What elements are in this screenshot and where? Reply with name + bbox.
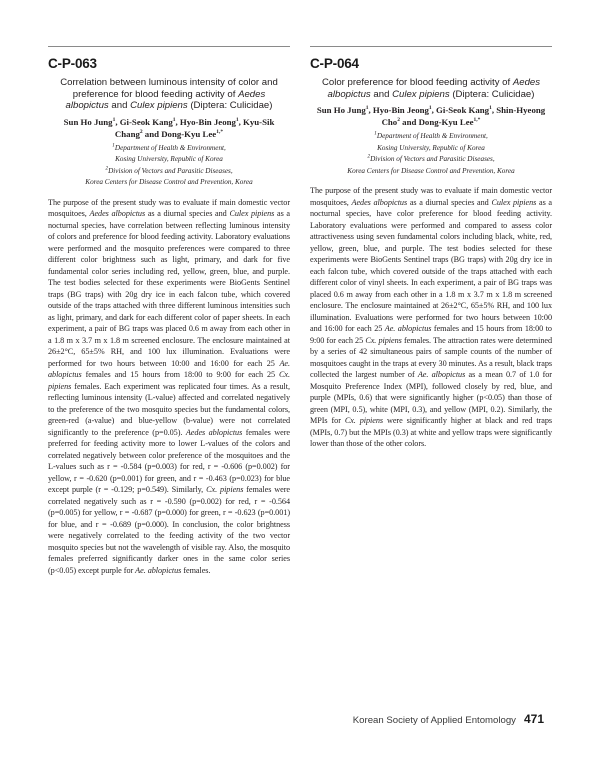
species-name: Culex pipiens (130, 100, 188, 112)
affiliation-list (48, 143, 290, 189)
author-name: Kyu-Sik Chang (114, 116, 275, 139)
affiliation-text: Korea Centers for Disease Control and Prevention, Korea (347, 166, 515, 175)
species-name: Aedes ablopictus (185, 427, 243, 437)
affiliation-marker: 2 (397, 117, 400, 124)
top-rule (48, 46, 290, 47)
affiliation-text: Department of Health & Environment, (376, 132, 488, 141)
affiliation-text: Korea Centers for Disease Control and Prevention, Korea (85, 178, 253, 187)
species-name: Culex pipiens (392, 88, 450, 100)
affiliation-line (310, 166, 552, 178)
author-name: Dong-Kyu Lee (161, 128, 217, 139)
affiliation-marker: 2 (139, 128, 143, 135)
species-name: Culex pipiens (491, 197, 537, 207)
text-run: females and 15 hours from 18:00 to 9:00 for each 25 (81, 370, 279, 380)
text-run: were significantly higher at black and red traps (MPIs, 0.7) but the MPIs (0.3) at white and yellow traps were significantly lower than those of the other colors. (310, 416, 553, 449)
affiliation-marker: 1 (112, 142, 115, 149)
species-name: Cx. pipiens (48, 370, 290, 391)
author-name: Hyo-Bin Jeong (372, 105, 429, 116)
abstract-title (310, 77, 552, 100)
affiliation-line (48, 154, 290, 166)
society-name: Korean Society of Applied Entomology (352, 715, 516, 726)
affiliation-marker: 1,* (473, 117, 481, 124)
species-name: Ae. ablopictus (135, 565, 182, 575)
species-name: Cx. pipiens (344, 416, 384, 426)
affiliation-text: Division of Vectors and Parasitic Diseases, (108, 166, 233, 175)
species-name: Aedes albopictus (351, 197, 408, 207)
species-name: Aedes albopictus (65, 88, 266, 112)
affiliation-list (310, 131, 552, 177)
abstract-column-left (48, 46, 290, 576)
text-run: The purpose of the present study was to evaluate if main domestic vector mosquitoes, (310, 186, 552, 207)
affiliation-line (48, 177, 290, 189)
affiliation-text: Kosing University, Republic of Korea (115, 155, 223, 164)
text-run: and (108, 100, 131, 112)
species-name: Ae. albopictus (417, 370, 466, 380)
abstract-body (48, 197, 290, 577)
text-run: (Diptera: Culicidae) (449, 88, 535, 100)
text-run: as a nocturnal species, have correlation between reflecting luminous intensity of colors and preference for blood feeding activity. Laboratory evaluations were performed and the mosquito preferences were compared to three different color brightness such as light, primary, and dark for five fundamental color series including red, yellow, green, blue, and purple. The test bodies selected for these experiments were BioGents Sentinel traps (BG traps) with 20g dry ice in each falcon tube, which covered outside of the traps attached with three different luminous intensities such as light, primary, and dark for each different color of paper sheets. In each experiment, a pair of BG traps was placed 0.6 m away from each other in a 1.8 m x 3.7 m x 1.8 m screened enclosure. The enclosure maintained at 26±2°C, 65±5% RH, and 100 lux illumination. Evaluations were performed for two hours between 10:00 and 16:00 for each 25 (48, 209, 290, 368)
affiliation-line (48, 143, 290, 155)
affiliation-marker: 1 (365, 105, 369, 112)
abstract-body (310, 185, 552, 450)
text-run: as a diurnal species and (407, 197, 492, 207)
species-name: Aedes albopictus (89, 209, 146, 219)
text-run: Color preference for blood feeding activity of (321, 77, 513, 88)
author-name: Gi-Seok Kang (436, 105, 490, 116)
author-name: Sun Ho Jung (63, 116, 113, 127)
abstract-code: C-P-064 (310, 56, 359, 71)
page-number: 471 (523, 712, 544, 726)
affiliation-text: Kosing University, Republic of Korea (377, 143, 485, 152)
text-run: The purpose of the present study was to evaluate if main domestic vector mosquitoes, (48, 197, 290, 219)
affiliation-marker: 1 (235, 116, 239, 123)
affiliation-marker: 2 (105, 165, 109, 172)
text-run: females. Each experiment was replicated four times. As a result, reflecting luminous intensity (L-value) affected and correlated negatively to the preference of the two mosquito species but the fundamental colors, green-red (a-value) and blue-yellow (b-value) were not correlated significantly to the preference (p=0.05). (48, 381, 290, 437)
abstract-column-right (310, 46, 552, 450)
author-name: Gi-Seok Kang (119, 116, 173, 127)
abstract-code: C-P-063 (48, 56, 97, 71)
text-run: females. (181, 565, 211, 575)
affiliation-marker: 1 (489, 105, 492, 112)
affiliation-line (310, 154, 552, 166)
text-run: females and 15 hours from 18:00 to 9:00 for each 25 (310, 324, 552, 345)
affiliation-text: Division of Vectors and Parasitic Diseases, (370, 155, 495, 164)
author-list: Sun Ho Jung$^1$, Gi-Seok Kang$^1$, Hyo-Bin Jeong$^1$, Kyu-Sik Chang$^2$ and Dong-Kyu Lee$^{1,*}$ (63, 116, 275, 139)
species-name: Culex pipiens (229, 209, 275, 219)
species-name: Ae. ablopictus (384, 324, 432, 334)
text-run: (Diptera: Culicidae) (187, 100, 273, 112)
text-run: females were preferred for feeding activity more to lower L-values of the colors and correlated negatively between color preference of the mosquitoes and the L-values such as r = -0.584 (p=0.003) for red, r = -0.606 (p=0.002) for yellow, r = -0.620 (p=0.001) for green, and r = -0.463 (p=0.023) for blue except purple (r = -0.129; p=0.549). Similarly, (48, 427, 290, 495)
species-name: Cx. pipiens (365, 335, 402, 345)
top-rule (310, 46, 552, 47)
author-list: Sun Ho Jung$^1$, Hyo-Bin Jeong$^1$, Gi-Seok Kang$^1$, Shin-Hyeong Cho$^2$ and Dong-Kyu Lee$^{1,*}$ (316, 105, 546, 128)
species-name: Ae. ablopictus (48, 358, 290, 380)
affiliation-marker: 1 (374, 130, 377, 137)
author-name: Dong-Kyu Lee (418, 117, 474, 128)
text-run: as a nocturnal species, have color preference for blood feeding activity. Laboratory evaluations were performed and compared to assess color attractiveness using seven fundamental colors including black, white, red, yellow, green, blue, and purple. The test bodies selected for these experiments were BioGents Sentinel traps (BG traps) with 20g dry ice in each falcon tube, which covered outside of the traps attached with each different color of vinyl sheets. In each experiment, a pair of BG traps was placed 0.6 m away from each other in a 1.8 m x 3.7 m x 1.8 m screened enclosure. The enclosure maintained at 26±2°C, 65±5% RH, and 100 lux illumination. Evaluations were performed for two hours between 10:00 and 16:00 for each 25 (310, 197, 552, 334)
species-name: Aedes albopictus (327, 77, 541, 100)
affiliation-marker: 1,* (216, 128, 224, 135)
author-name: Sun Ho Jung (316, 105, 366, 116)
author-name: Shin-Hyeong Cho (381, 105, 546, 128)
affiliation-line (48, 166, 290, 178)
affiliation-marker: 1 (428, 105, 432, 112)
text-run: females. The attraction rates were determined by a series of 42 simultaneous pairs of sample counts of the number of mosquitoes caught in the traps at every 30 minutes. As a result, black traps collected the largest number of (310, 335, 552, 380)
text-run: as a mean 0.7 of 1.0 for Mosquito Preference Index (MPI), followed closely by red, blue, and purple (MPIs, 0.6) that were significantly higher (p<0.05) than those of green (MPI, 0.5), white (MPI, 0.3), and yellow (MPI, 0.2). Similarly, the MPIs for (310, 370, 552, 426)
affiliation-line (310, 143, 552, 155)
text-run: and (370, 88, 393, 100)
species-name: Cx. pipiens (206, 485, 244, 495)
text-run: Correlation between luminous intensity of color and preference for blood feeding activity of (60, 77, 278, 100)
affiliation-line (310, 131, 552, 143)
abstract-title (48, 77, 290, 112)
affiliation-marker: 1 (172, 116, 176, 123)
page-footer (353, 712, 544, 726)
text-run: females were correlated negatively such as r = -0.590 (p=0.002) for red, r = -0.564 (p=0.005) for yellow, r = -0.687 (p=0.000) for green, r = -0.623 (p=0.001) for blue, and r = -0.689 (p=0.000). In conclusion, the color brightness were negatively correlated to the feeding activity of the two vector mosquito species but not the wavelength of visible ray. Also, the mosquito females preferred significantly darker ones in the same color series (p<0.05) except purple for (48, 485, 290, 575)
affiliation-text: Department of Health & Environment, (114, 143, 226, 152)
affiliation-marker: 2 (367, 153, 371, 160)
author-name: Hyo-Bin Jeong (179, 116, 236, 127)
affiliation-marker: 1 (112, 116, 116, 123)
text-run: as a diurnal species and (145, 209, 230, 219)
